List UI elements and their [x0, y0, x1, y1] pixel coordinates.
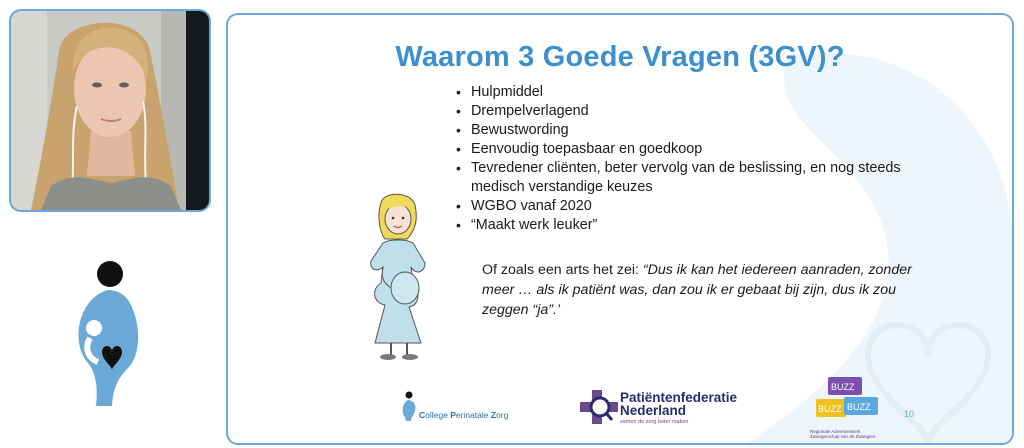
- bullet-item: • Tevredener cliënten, beter vervolg van de beslissing, en nog steeds medisch verstandige keuzes: [456, 159, 956, 197]
- quote-text: “Dus ik kan het iedereen aanraden, zonder meer … als ik patiënt was, dan zou ik er gebaat bij zijn, dus ik zou zeggen “ja”.’: [482, 262, 912, 318]
- buzz-caption: Regionale Adviesnetwerk Zwangerschap van de Zwangere: [810, 429, 876, 439]
- slide-page-number: 10: [904, 409, 915, 419]
- cpz-word: erinatale: [455, 410, 491, 420]
- quote-intro: Of zoals een arts het zei:: [482, 262, 643, 278]
- pf-line2: Nederland: [620, 403, 687, 418]
- cpz-word: ollege: [425, 410, 451, 420]
- cpz-word: org: [496, 410, 509, 420]
- buzz-label: BUZZ: [847, 402, 871, 412]
- slide-title: Waarom 3 Goede Vragen (3GV)?: [395, 41, 845, 73]
- cpz-letter: P: [450, 410, 456, 420]
- buzz-label: BUZZ: [818, 404, 842, 414]
- buzz-logo-icon: [810, 377, 882, 429]
- cpz-letter: C: [419, 410, 426, 420]
- patientenfederatie-name: [620, 391, 737, 417]
- bullet-item: • WGBO vanaf 2020: [456, 197, 956, 216]
- bullet-item: • Drempelverlagend: [456, 102, 956, 121]
- bullet-item: • Bewustwording: [456, 121, 956, 140]
- participant-video-tile[interactable]: [9, 9, 211, 212]
- pregnant-woman-illustration: [363, 193, 443, 363]
- participant-video: [11, 11, 209, 210]
- cpz-logo-text: [419, 410, 508, 420]
- doctor-quote: [482, 260, 922, 320]
- bullet-list: [456, 83, 956, 235]
- buzz-label: BUZZ: [831, 382, 855, 392]
- patientenfederatie-logo-icon: [580, 390, 618, 424]
- cpz-letter: Z: [490, 410, 497, 420]
- bullet-item: • Eenvoudig toepasbaar en goedkoop: [456, 140, 956, 159]
- cpz-logo-icon: [400, 391, 418, 421]
- pf-line1: Patiëntenfederatie: [620, 390, 738, 405]
- perinatal-logo-icon: [68, 258, 148, 408]
- bullet-item: • “Maakt werk leuker”: [456, 216, 956, 235]
- patientenfederatie-tagline: samen de zorg beter maken: [620, 419, 689, 425]
- bullet-item: • Hulpmiddel: [456, 83, 956, 102]
- presentation-slide: [226, 13, 1014, 445]
